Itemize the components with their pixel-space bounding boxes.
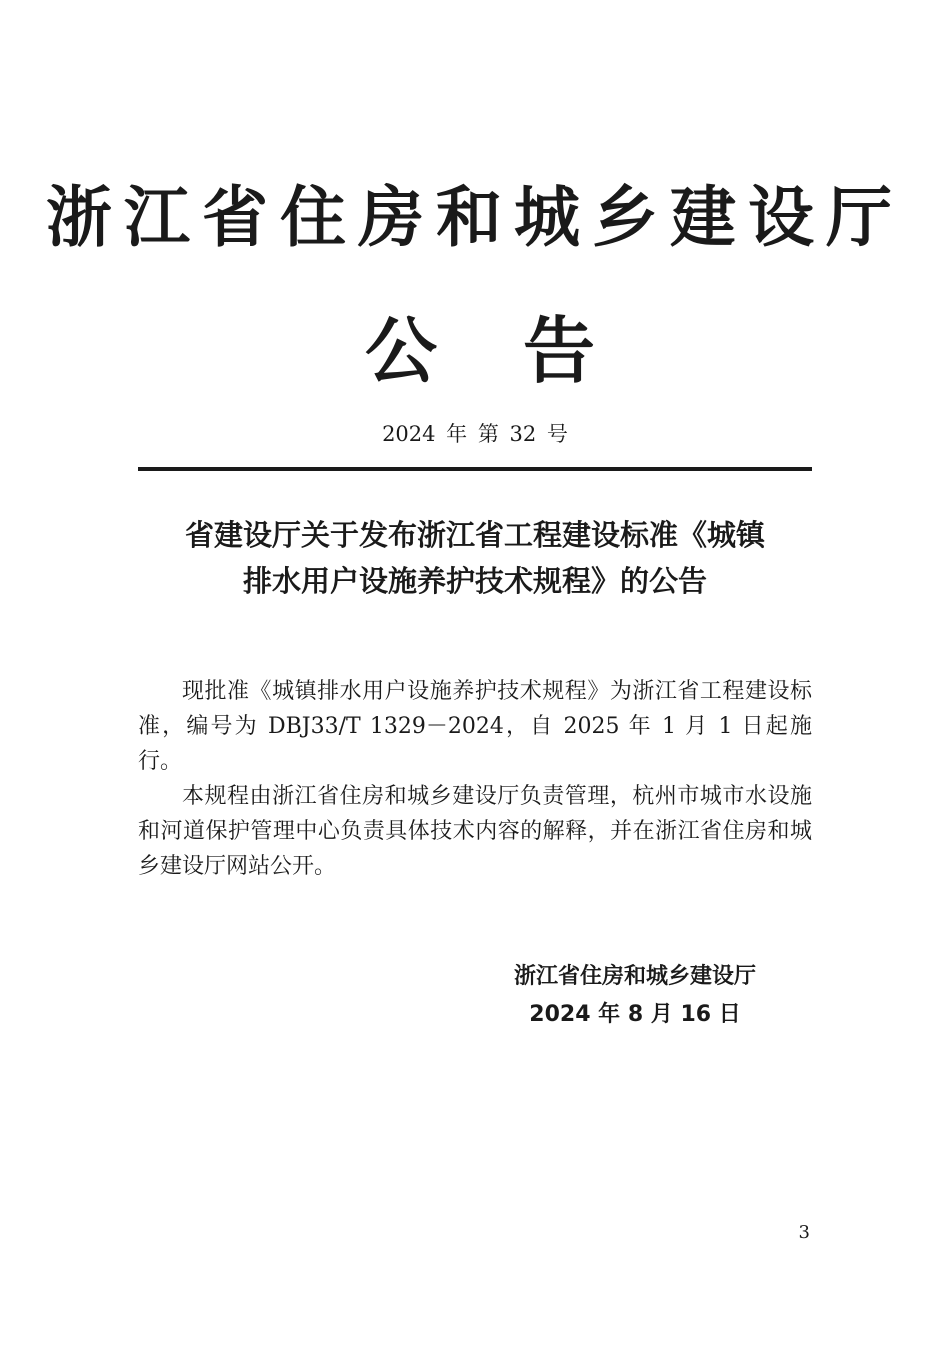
subject-title-line-2: 排水用户设施养护技术规程》的公告 — [242, 564, 707, 598]
body-text — [138, 674, 812, 884]
signature-date: 2024 年 8 月 16 日 — [529, 1002, 741, 1027]
document-number: 2024 年 第 32 号 — [382, 422, 568, 446]
notice-heading-char-2: 告 — [522, 309, 595, 393]
signature-block — [470, 958, 800, 1034]
notice-heading-char-1: 公 — [365, 309, 438, 393]
notice-heading — [365, 306, 595, 396]
header-divider — [138, 467, 812, 471]
body-paragraph-1: 现批准《城镇排水用户设施养护技术规程》为浙江省工程建设标准，编号为 DBJ33/T 1329－2024，自 2025 年 1 月 1 日起施行。 — [138, 679, 812, 774]
signature-issuer: 浙江省住房和城乡建设厅 — [513, 964, 756, 989]
subject-title — [138, 512, 812, 604]
page-number: 3 — [798, 1222, 810, 1243]
body-paragraph-2: 本规程由浙江省住房和城乡建设厅负责管理，杭州市城市水设施和河道保护管理中心负责具体技术内容的解释，并在浙江省住房和城乡建设厅网站公开。 — [138, 784, 812, 879]
subject-title-line-1: 省建设厅关于发布浙江省工程建设标准《城镇 — [184, 518, 765, 552]
department-title: 浙江省住房和城乡建设厅 — [46, 179, 904, 256]
